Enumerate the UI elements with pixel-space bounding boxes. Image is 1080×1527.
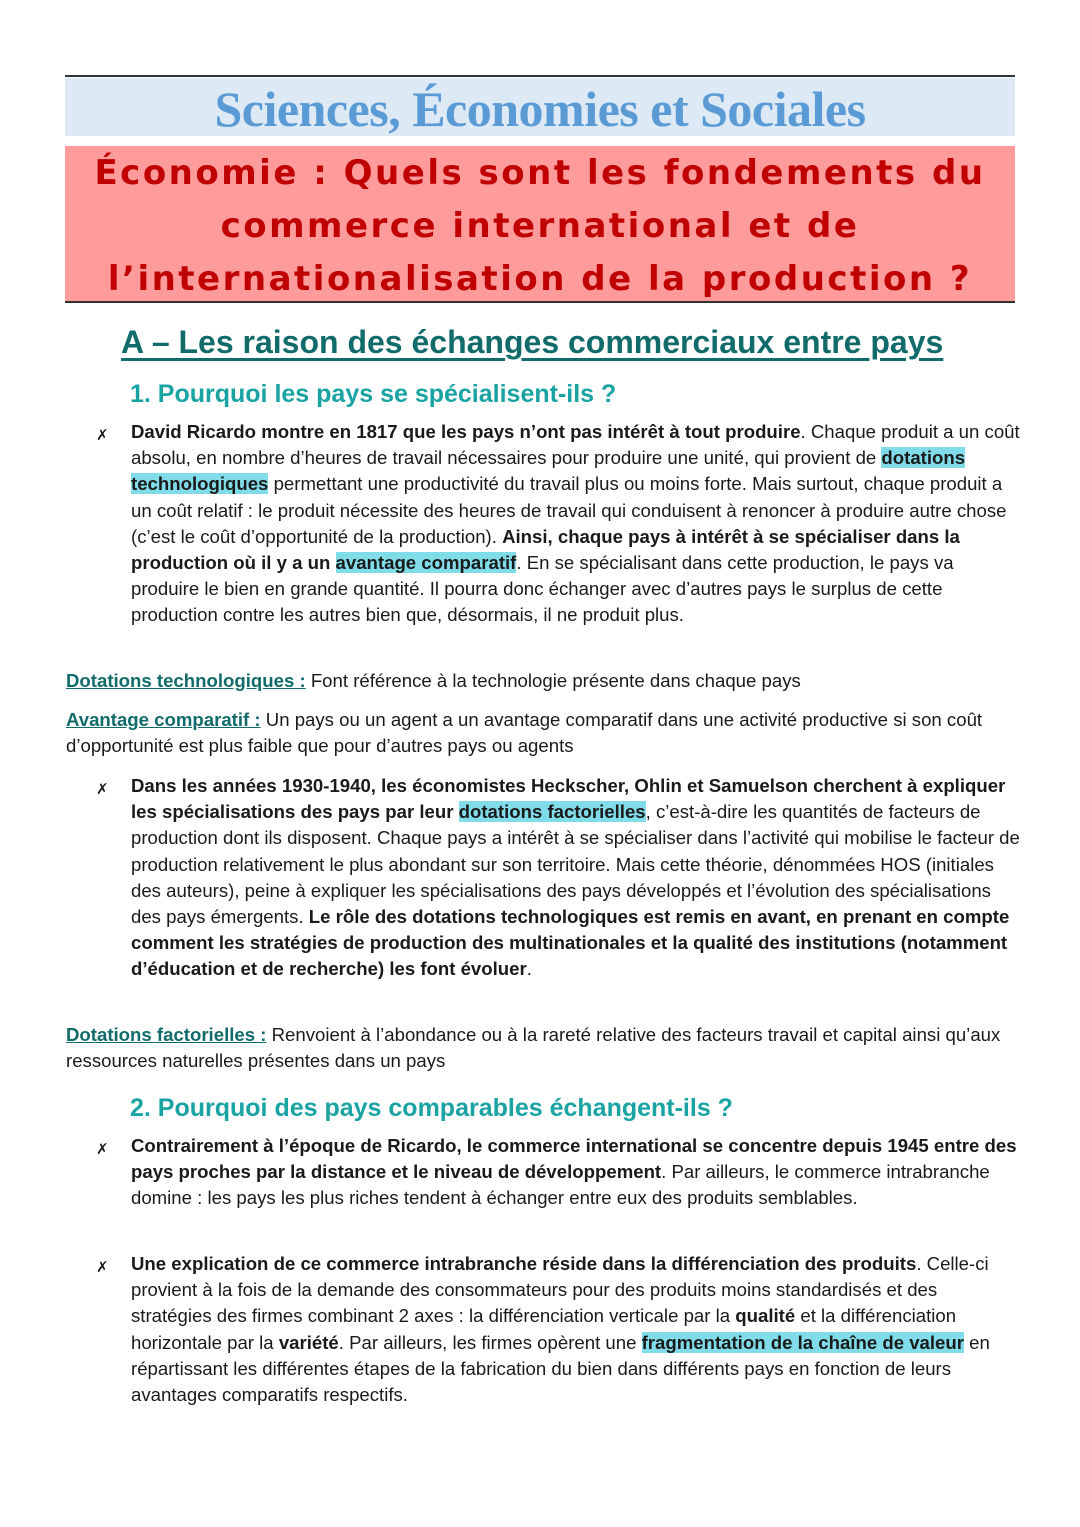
- highlighted-term: dotations factorielles: [458, 801, 646, 823]
- definition-text: Font référence à la technologie présente dans chaque pays: [305, 670, 801, 691]
- definition-term: Dotations factorielles :: [66, 1024, 267, 1045]
- subsection-heading-1: 1. Pourquoi les pays se spécialisent-ils ?: [130, 380, 617, 408]
- subject-title: Sciences, Économies et Sociales: [214, 81, 866, 137]
- text-segment: et la différenciation horizontale par la: [131, 1305, 957, 1353]
- definition: [66, 1022, 1016, 1074]
- theme-banner: [65, 146, 1015, 303]
- text-segment: . Celle-ci provient à la fois de la demande des consommateurs pour des produits moins standardisés et des stratégies des firmes combinant 2 axes : la différenciation verticale par la: [131, 1253, 989, 1327]
- highlighted-term: fragmentation de la chaîne de valeur: [641, 1331, 964, 1353]
- bold-text: David Ricardo montre en 1817 que les pays n’ont pas intérêt à tout produire: [131, 421, 801, 442]
- bullet-cross-icon: ✗: [96, 1141, 109, 1158]
- bold-text: Le rôle des dotations technologiques est remis en avant, en prenant en compte comment les stratégies de production des multinationales et la qualité des institutions (notamment d’éducation et de recherche) les font évoluer: [131, 906, 1010, 980]
- top-rule: [65, 75, 1015, 77]
- definition-text: Un pays ou un agent a un avantage comparatif dans une activité productive si son coût d’opportunité est plus faible que pour d’autres pays ou agents: [66, 709, 983, 757]
- paragraph: [131, 1133, 1021, 1212]
- text-segment: .: [526, 958, 532, 980]
- theme-title-line: Économie : Quels sont les fondements du: [94, 153, 986, 193]
- bold-text: Contrairement à l’époque de Ricardo, le commerce international se concentre depuis 1945 entre des pays proches par la distance et le niveau de développement: [131, 1135, 1017, 1183]
- theme-title-line: commerce international et de: [220, 206, 860, 246]
- text-segment: . En se spécialisant dans cette production, le pays va produire le bien en grande quantité. Il pourra donc échanger avec d’autres pays le surplus de cette production contre les autres bien que, désormais, il ne produit plus.: [131, 552, 954, 626]
- bold-text: Ainsi, chaque pays à intérêt à se spécialiser dans la production où il y a un: [131, 525, 960, 574]
- text-segment: permettant une productivité du travail plus ou moins forte. Mais surtout, chaque produit a un coût relatif : le produit nécessite des heures de travail qui conduisent à renoncer à produire autre chose (c’est le coût d’opportunité de la production).: [131, 473, 1007, 547]
- paragraph: [131, 419, 1021, 629]
- bullet-cross-icon: ✗: [96, 427, 109, 444]
- bold-text: variété: [278, 1331, 339, 1353]
- highlighted-term: avantage comparatif: [335, 552, 517, 574]
- section-heading: A – Les raison des échanges commerciaux entre pays: [121, 324, 944, 360]
- subsection-heading-2: 2. Pourquoi des pays comparables échangent-ils ?: [130, 1094, 733, 1122]
- text-segment: . Chaque produit a un coût absolu, en nombre d’heures de travail nécessaires pour produire une unité, qui provient de: [131, 421, 1020, 469]
- bullet-cross-icon: ✗: [96, 781, 109, 798]
- paragraph: [131, 773, 1021, 983]
- highlighted-term: dotations technologiques: [131, 447, 966, 495]
- text-segment: . Par ailleurs, les firmes opèrent une: [338, 1331, 642, 1353]
- bold-text: Dans les années 1930-1940, les économistes Heckscher, Ohlin et Samuelson cherchent à expliquer les spécialisations des pays par leur: [131, 775, 1006, 823]
- text-segment: , c’est-à-dire les quantités de facteurs de production dont ils disposent. Chaque pays a intérêt à se spécialiser dans l’activité qui mobilise le facteur de production relativement le plus abondant sur son territoire. Mais cette théorie, dénommées HOS (initiales des auteurs), peine à expliquer les spécialisations des pays développés et l’évolution des spécialisations des pays émergents.: [131, 801, 1020, 928]
- text-segment: . Par ailleurs, le commerce intrabranche domine : les pays les plus riches tendent à échanger entre eux des produits semblables.: [131, 1161, 990, 1209]
- definition-term: Dotations technologiques :: [66, 670, 306, 691]
- definition-term: Avantage comparatif :: [66, 709, 261, 730]
- definition: [66, 668, 1016, 694]
- subject-banner: [65, 78, 1015, 136]
- paragraph: [131, 1251, 1021, 1408]
- bullet-cross-icon: ✗: [96, 1259, 109, 1276]
- definition-text: Renvoient à l’abondance ou à la rareté relative des facteurs travail et capital ainsi qu’aux ressources naturelles présentes dans un pays: [66, 1024, 1001, 1072]
- bold-text: qualité: [735, 1305, 796, 1327]
- definition: [66, 707, 1016, 759]
- bold-text: Une explication de ce commerce intrabranche réside dans la différenciation des produits: [131, 1253, 917, 1274]
- text-segment: en répartissant les différentes étapes de la fabrication du bien dans différents pays en fonction de leurs avantages comparatifs respectifs.: [131, 1331, 990, 1406]
- theme-title-line: l’internationalisation de la production ?: [107, 259, 973, 299]
